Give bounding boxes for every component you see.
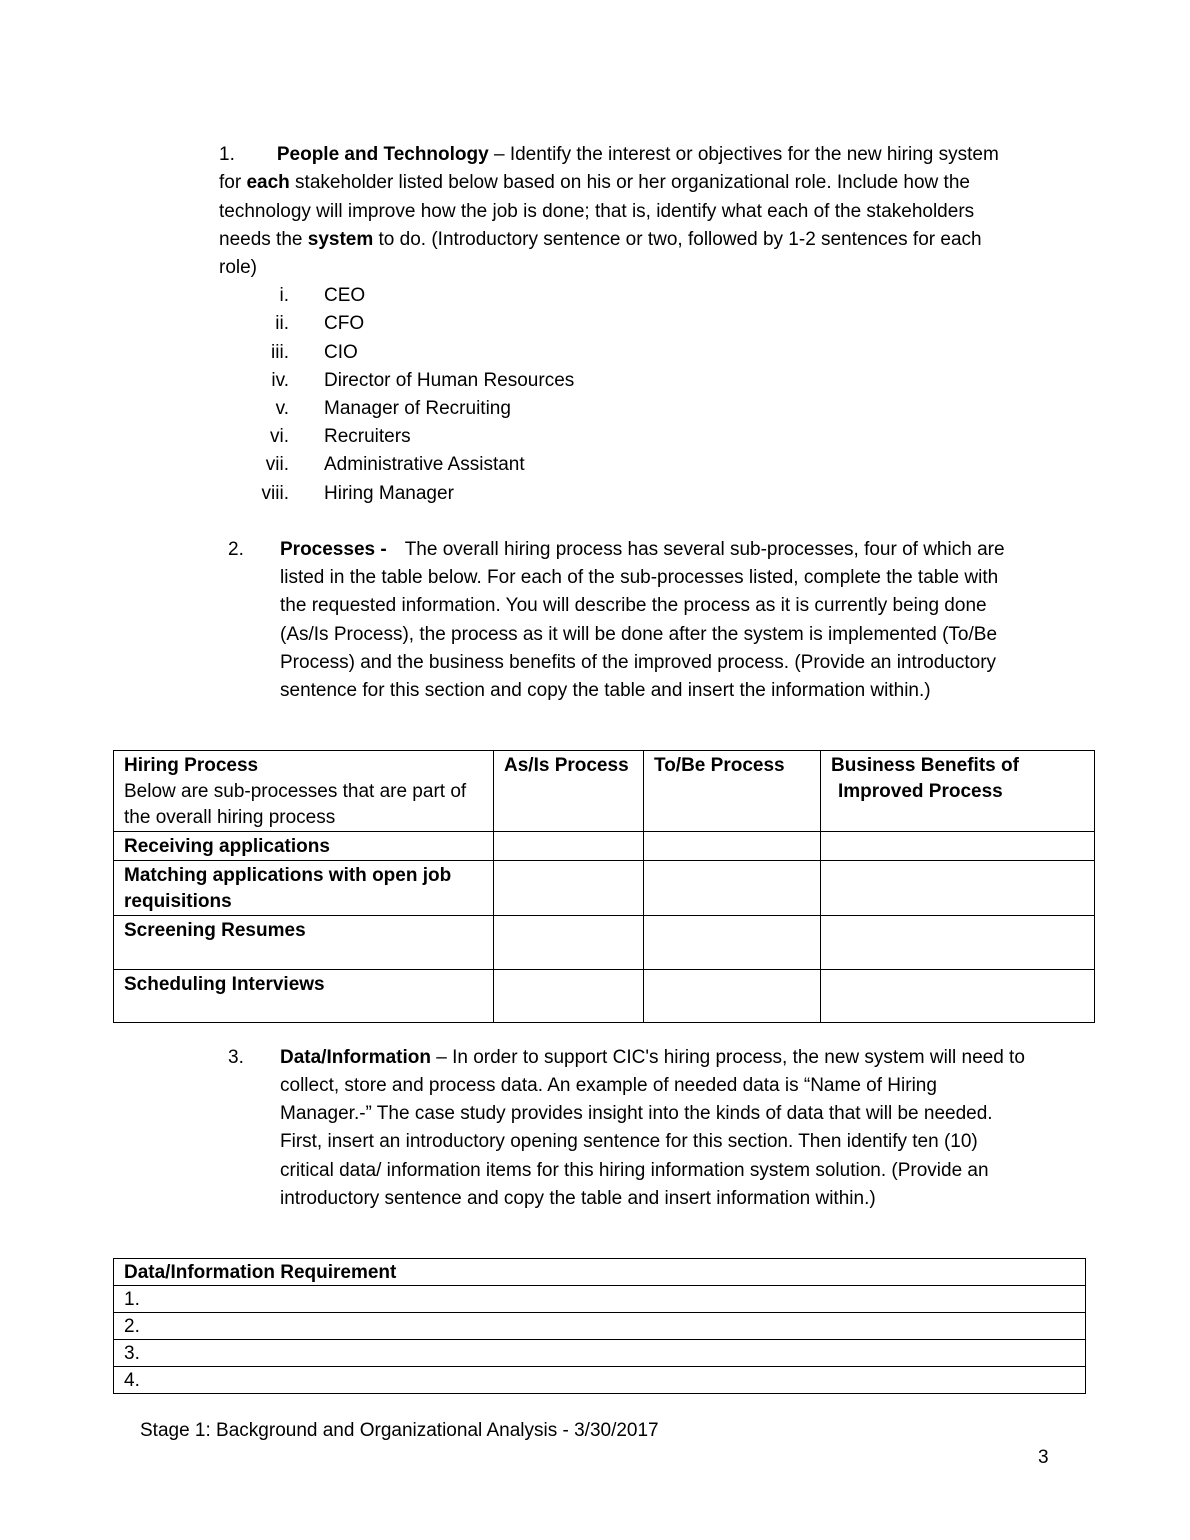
section1-line-1: 1. People and Technology – Identify the interest or objectives for the new hiring system [219,144,999,165]
table-row [114,1313,1086,1340]
role-numeral: vii. [265,454,289,475]
table-header-row [114,751,1095,832]
table-row [114,1367,1086,1394]
table-header-row [114,1259,1086,1286]
role-numeral: iv. [271,370,289,391]
role-label: Administrative Assistant [324,454,525,475]
header-benefits: Business Benefits of Improved Process [821,751,1095,832]
as-is-cell[interactable] [494,970,644,1023]
section3-number: 3. [228,1047,244,1068]
process-table [113,750,1095,1023]
table-row [114,970,1095,1023]
section1-number: 1. [219,144,235,165]
role-numeral: vi. [270,426,289,447]
section3-line-1: Data/Information – In order to support CIC's hiring process, the new system will need to [280,1047,1025,1068]
section2-line-2: listed in the table below. For each of the sub-processes listed, complete the table with [280,567,999,588]
to-be-cell[interactable] [644,832,821,861]
footer-text: Stage 1: Background and Organizational Analysis - 3/30/2017 [140,1420,659,1441]
data-requirement-cell[interactable]: 3. [114,1340,1086,1367]
process-name: Receiving applications [124,836,330,857]
process-name: Scheduling Interviews [124,974,325,995]
section3-line-4: First, insert an introductory opening sentence for this section. Then identify ten (10) [280,1131,978,1152]
role-label: Director of Human Resources [324,370,575,391]
section2-line-1: Processes - The overall hiring process has several sub-processes, four of which are [280,539,1005,560]
to-be-cell[interactable] [644,861,821,916]
as-is-cell[interactable] [494,861,644,916]
section2-line-4: (As/Is Process), the process as it will be done after the system is implemented (To/Be [280,624,998,645]
process-name: Screening Resumes [124,920,306,941]
table-row [114,1340,1086,1367]
section2-line-6: sentence for this section and copy the table and insert the information within.) [280,680,931,701]
section3-line-3: Manager.-” The case study provides insight into the kinds of data that will be needed. [280,1103,993,1124]
section3-line-2: collect, store and process data. An example of needed data is “Name of Hiring [280,1075,937,1096]
section3-line-6: introductory sentence and copy the table and insert information within.) [280,1188,876,1209]
role-numeral: v. [275,398,289,419]
role-label: Hiring Manager [324,483,454,504]
data-requirements-table [113,1258,1086,1394]
role-numeral: ii. [275,313,289,334]
data-requirement-cell[interactable]: 1. [114,1286,1086,1313]
section1-line-2: for each stakeholder listed below based on his or her organizational role. Include how the [219,172,970,193]
page-number: 3 [1038,1447,1049,1468]
role-numeral: viii. [261,483,289,504]
benefits-cell[interactable] [821,970,1095,1023]
header-to-be: To/Be Process [644,751,821,832]
role-numeral: iii. [271,342,289,363]
table-row [114,916,1095,970]
header-as-is: As/Is Process [494,751,644,832]
as-is-cell[interactable] [494,916,644,970]
section2-line-5: Process) and the business benefits of the improved process. (Provide an introductory [280,652,997,673]
role-label: CFO [324,313,365,334]
benefits-cell[interactable] [821,861,1095,916]
to-be-cell[interactable] [644,970,821,1023]
role-label: Manager of Recruiting [324,398,511,419]
table-row [114,861,1095,916]
section1-line-3: technology will improve how the job is done; that is, identify what each of the stakeholders [219,201,975,222]
benefits-cell[interactable] [821,832,1095,861]
role-label: CEO [324,285,366,306]
section2-line-3: the requested information. You will describe the process as it is currently being done [280,595,987,616]
to-be-cell[interactable] [644,916,821,970]
role-label: CIO [324,342,358,363]
role-label: Recruiters [324,426,411,447]
data-requirement-cell[interactable]: 2. [114,1313,1086,1340]
data-table-header: Data/Information Requirement [124,1262,397,1283]
process-name: Matching applications with open job requisitions [124,865,452,912]
section1-line-5: role) [219,257,258,278]
data-requirement-cell[interactable]: 4. [114,1367,1086,1394]
section3-title: Data/Information [280,1047,431,1068]
table-row [114,832,1095,861]
section2-number: 2. [228,539,244,560]
section1-line-4: needs the system to do. (Introductory sentence or two, followed by 1-2 sentences for each [219,229,982,250]
table-row [114,1286,1086,1313]
section1-title: People and Technology [276,144,489,165]
header-hiring-process: Hiring Process Below are sub-processes that are part of the overall hiring process [114,751,494,832]
benefits-cell[interactable] [821,916,1095,970]
section3-line-5: critical data/ information items for this hiring information system solution. (Provide an [280,1160,989,1181]
role-numeral: i. [279,285,289,306]
section2-title: Processes - [280,539,387,560]
as-is-cell[interactable] [494,832,644,861]
